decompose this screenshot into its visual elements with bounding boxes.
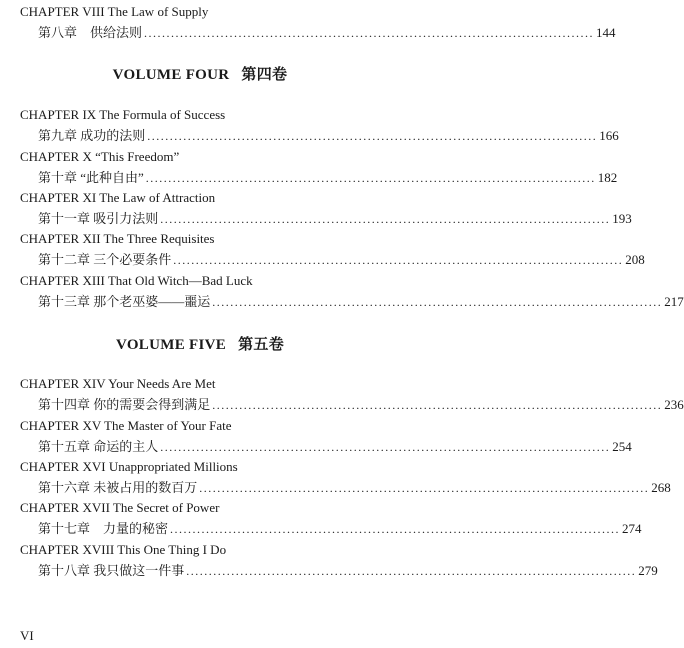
chapter-title-zh: 第十一章 吸引力法则 xyxy=(38,211,159,226)
chapter-title-zh: 第十八章 我只做这一件事 xyxy=(38,563,185,578)
volume-heading-five xyxy=(0,336,400,354)
chapter-title-zh: 第十六章 未被占用的数百万 xyxy=(38,480,198,495)
chapter-line-zh[interactable] xyxy=(38,170,618,186)
chapter-title-en: CHAPTER XII The Three Requisites xyxy=(20,231,215,246)
chapter-page-number: 193 xyxy=(612,211,632,226)
chapter-title-en: CHAPTER XV The Master of Your Fate xyxy=(20,418,232,433)
leader-dots: .................................................................................................... xyxy=(170,522,621,536)
chapter-title-en: CHAPTER XI The Law of Attraction xyxy=(20,190,216,205)
leader-dots: .................................................................................................... xyxy=(173,253,624,267)
chapter-title-en: CHAPTER IX The Formula of Success xyxy=(20,107,226,122)
leader-dots: .................................................................................................... xyxy=(160,212,611,226)
chapter-page-number: 279 xyxy=(638,563,658,578)
chapter-title-en: CHAPTER X “This Freedom” xyxy=(20,149,180,164)
page-number-footer: VI xyxy=(20,628,34,643)
volume-title-en: VOLUME FOUR xyxy=(112,67,230,83)
chapter-title-zh: 第十三章 那个老巫婆——噩运 xyxy=(38,294,211,309)
leader-dots: .................................................................................................... xyxy=(199,481,650,495)
chapter-line-zh[interactable] xyxy=(38,128,619,144)
chapter-page-number: 166 xyxy=(599,128,619,143)
chapter-line-zh[interactable] xyxy=(38,439,632,455)
volume-heading-four xyxy=(0,66,400,84)
chapter-line-zh[interactable] xyxy=(38,25,616,41)
chapter-page-number: 144 xyxy=(596,25,616,40)
volume-title-zh: 第四卷 xyxy=(241,67,288,83)
chapter-title-zh: 第十章 “此种自由” xyxy=(38,170,144,185)
chapter-title-en: CHAPTER XVIII This One Thing I Do xyxy=(20,542,227,557)
chapter-line-zh[interactable] xyxy=(38,294,684,310)
chapter-title-en: CHAPTER XVI Unappropriated Millions xyxy=(20,459,238,474)
leader-dots: .................................................................................................... xyxy=(186,564,637,578)
volume-title-en: VOLUME FIVE xyxy=(116,337,227,353)
chapter-line-zh[interactable] xyxy=(38,252,645,268)
volume-title-zh: 第五卷 xyxy=(238,337,284,353)
chapter-line-zh[interactable] xyxy=(38,397,684,413)
chapter-page-number: 217 xyxy=(664,294,684,309)
chapter-page-number: 268 xyxy=(651,480,671,495)
chapter-page-number: 208 xyxy=(625,252,645,267)
leader-dots: .................................................................................................... xyxy=(212,295,663,309)
chapter-title-zh: 第八章 供给法则 xyxy=(38,25,143,40)
leader-dots: .................................................................................................... xyxy=(212,398,663,412)
chapter-page-number: 236 xyxy=(664,397,684,412)
chapter-title-zh: 第十五章 命运的主人 xyxy=(38,439,159,454)
chapter-title-zh: 第十二章 三个必要条件 xyxy=(38,252,172,267)
chapter-page-number: 182 xyxy=(597,170,618,185)
chapter-title-en: CHAPTER XIV Your Needs Are Met xyxy=(20,376,216,391)
leader-dots: .................................................................................................... xyxy=(160,440,611,454)
chapter-page-number: 274 xyxy=(622,521,642,536)
chapter-line-zh[interactable] xyxy=(38,480,671,496)
chapter-line-zh[interactable] xyxy=(38,563,658,579)
leader-dots: .................................................................................................... xyxy=(144,26,595,40)
leader-dots: .................................................................................................... xyxy=(145,171,596,185)
chapter-title-en: CHAPTER XVII The Secret of Power xyxy=(20,500,220,515)
chapter-line-zh[interactable] xyxy=(38,211,632,227)
leader-dots: .................................................................................................... xyxy=(147,129,598,143)
chapter-title-zh: 第十七章 力量的秘密 xyxy=(38,521,169,536)
chapter-title-zh: 第十四章 你的需要会得到满足 xyxy=(38,397,211,412)
chapter-title-en: CHAPTER XIII That Old Witch—Bad Luck xyxy=(20,273,253,288)
chapter-line-zh[interactable] xyxy=(38,521,642,537)
chapter-title-en: CHAPTER VIII The Law of Supply xyxy=(20,4,209,19)
chapter-page-number: 254 xyxy=(612,439,632,454)
chapter-title-zh: 第九章 成功的法则 xyxy=(38,128,146,143)
